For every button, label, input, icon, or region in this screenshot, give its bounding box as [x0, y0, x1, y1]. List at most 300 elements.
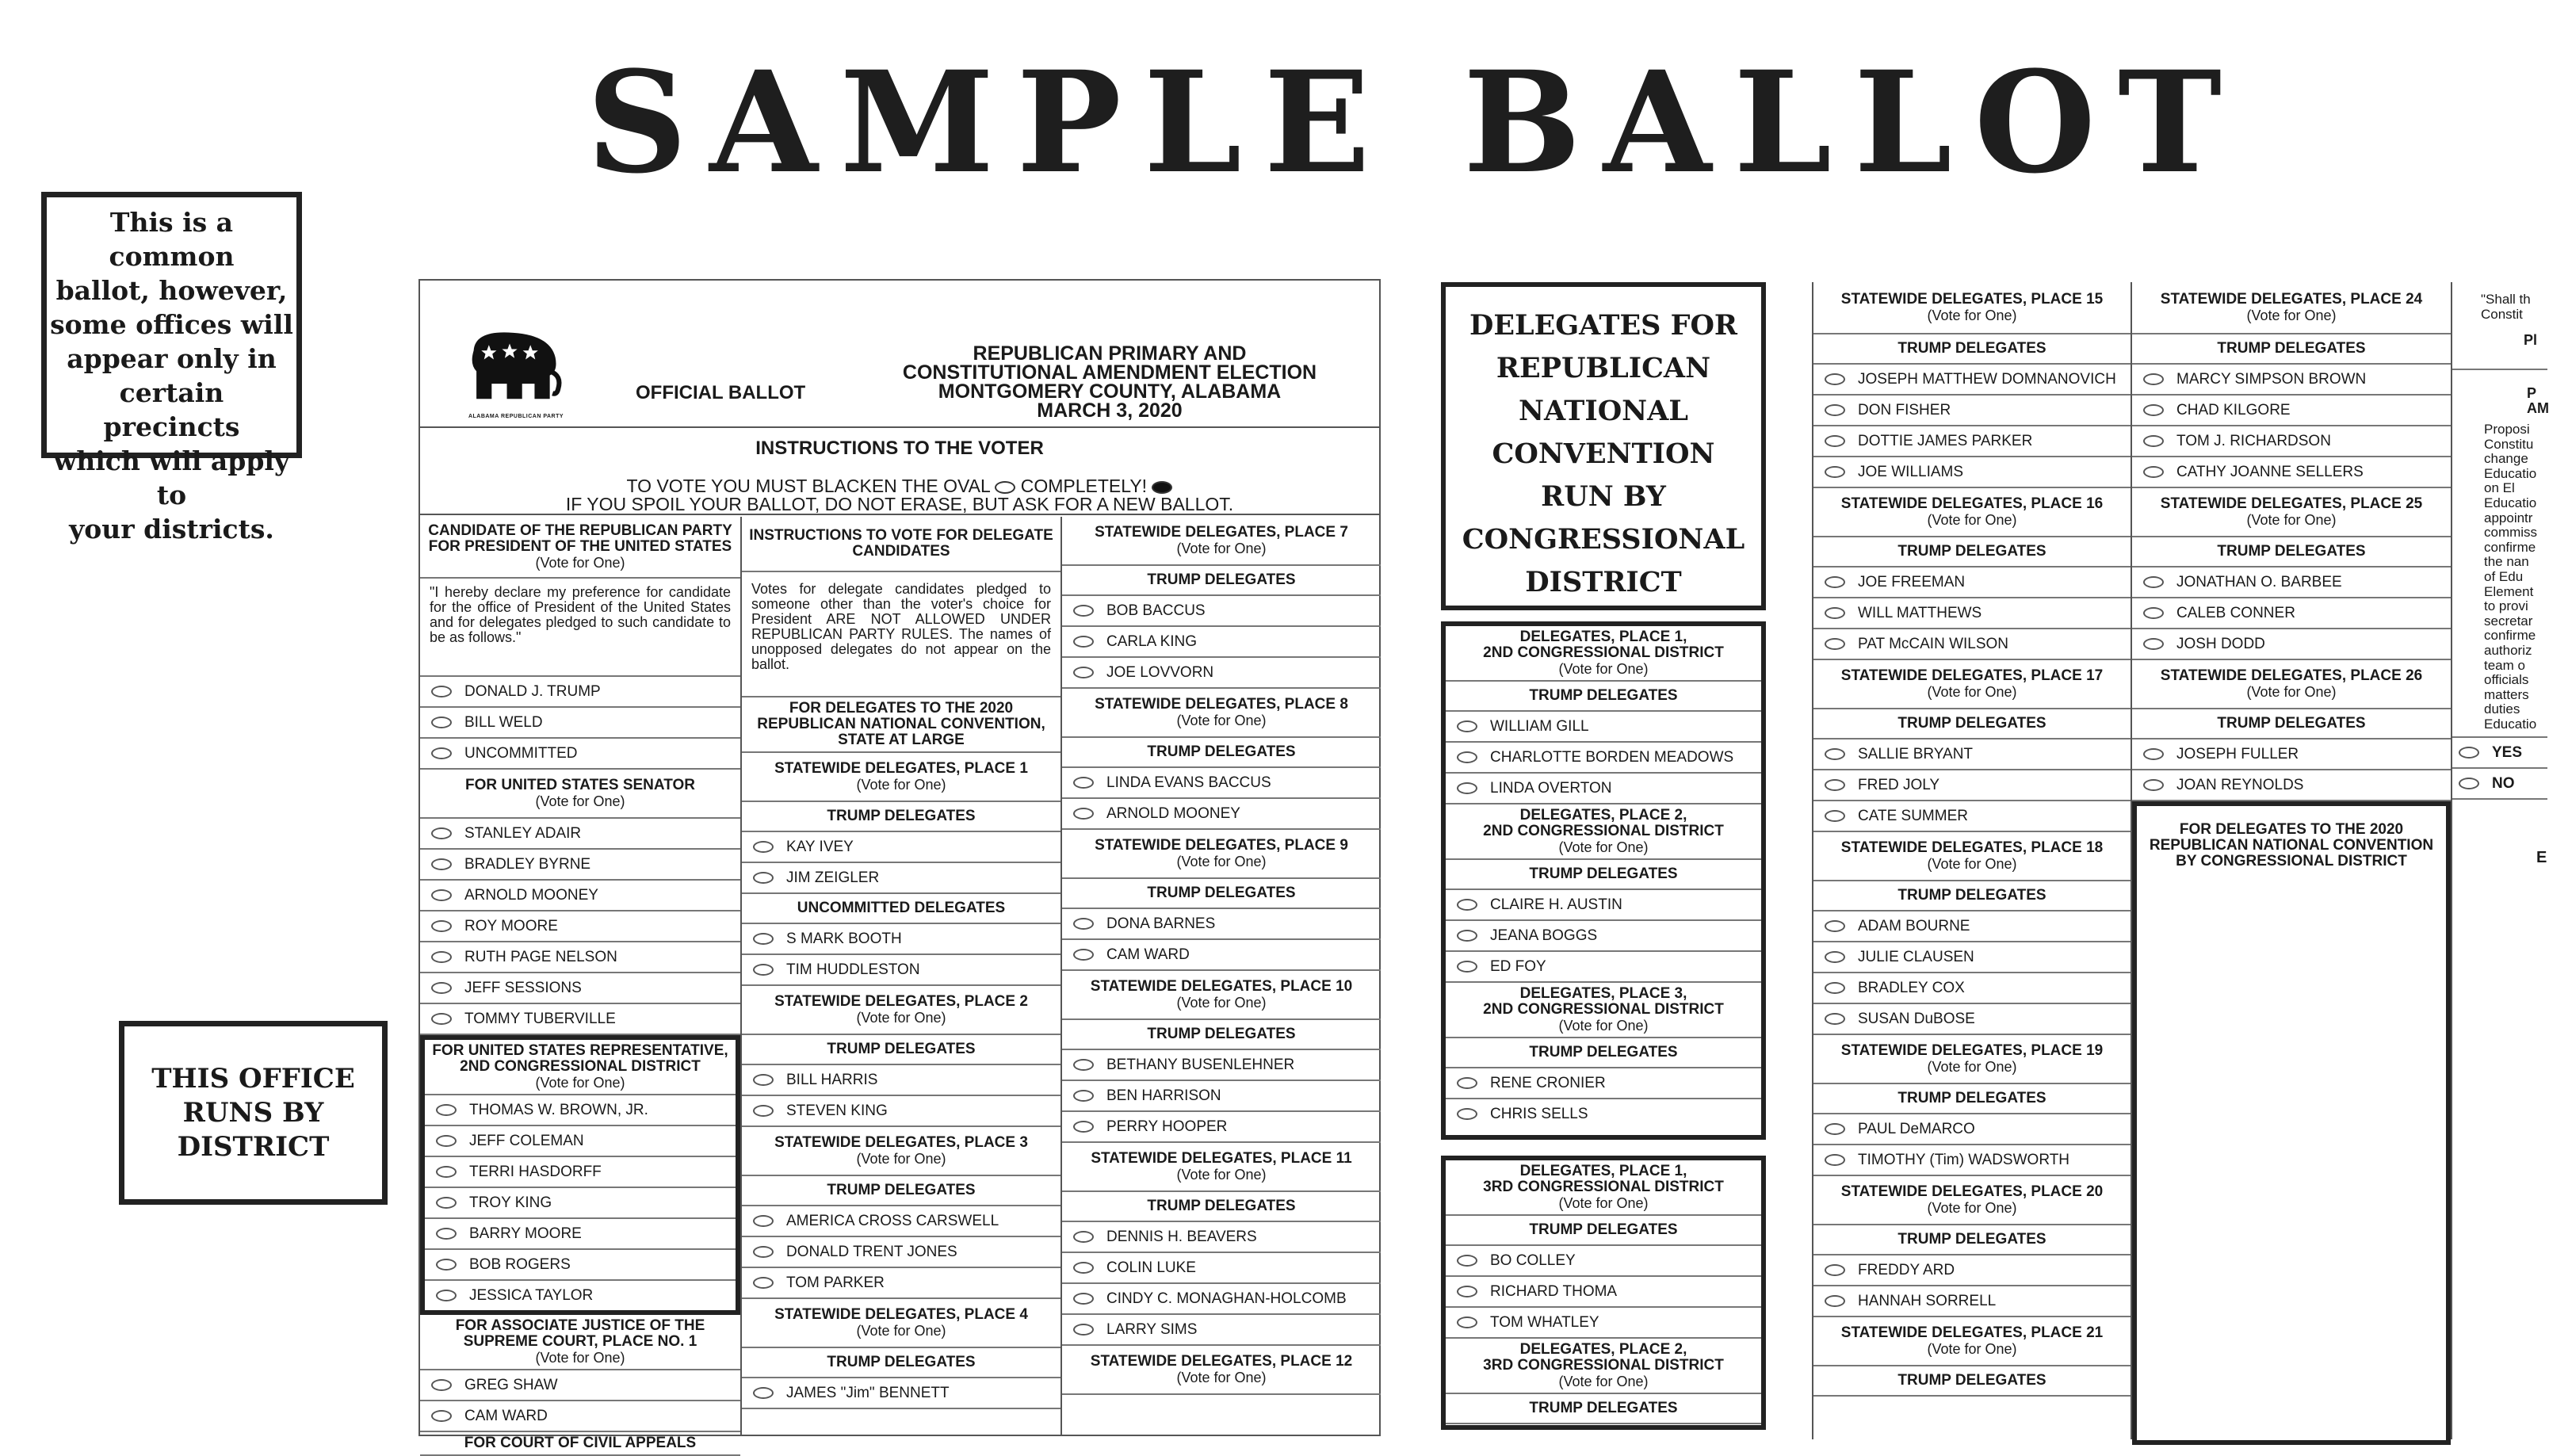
candidate-option[interactable] — [742, 924, 1060, 955]
candidate-name: CHRIS SELLS — [1490, 1105, 1588, 1122]
trump-delegates-header: TRUMP DELEGATES — [1446, 682, 1761, 712]
office-title: STATEWIDE DELEGATES, PLACE 10 — [1090, 978, 1353, 995]
vote-oval-icon[interactable] — [1457, 930, 1477, 942]
vote-for-one: (Vote for One) — [2246, 684, 2337, 700]
candidate-option[interactable] — [1813, 1286, 2131, 1317]
vote-for-one: (Vote for One) — [1927, 856, 2017, 872]
vote-for-one: (Vote for One) — [2246, 308, 2337, 323]
vote-oval-icon[interactable] — [436, 1104, 457, 1116]
vote-oval-icon[interactable] — [1073, 808, 1094, 820]
candidate-name: DONA BARNES — [1106, 915, 1216, 932]
vote-oval-icon[interactable] — [431, 982, 452, 994]
amendment-text: Constit — [2481, 307, 2523, 322]
candidate-option[interactable] — [1062, 768, 1381, 799]
vote-oval-icon[interactable] — [2143, 779, 2164, 791]
candidate-name: THOMAS W. BROWN, JR. — [469, 1101, 648, 1118]
place-header — [2132, 488, 2451, 537]
district-title-line: DELEGATES FOR — [1469, 309, 1738, 342]
trump-delegates-header: TRUMP DELEGATES — [1062, 738, 1381, 768]
place-header — [1446, 804, 1761, 860]
uncommitted-delegates-header: UNCOMMITTED DELEGATES — [742, 894, 1060, 924]
office-title: INSTRUCTIONS TO VOTE FOR DELEGATE — [749, 527, 1053, 544]
vote-oval-icon[interactable] — [436, 1290, 457, 1301]
vote-oval-icon[interactable] — [2459, 778, 2479, 789]
candidate-option[interactable] — [742, 1378, 1060, 1409]
candidate-name: JEANA BOGGS — [1490, 927, 1598, 944]
candidate-option[interactable] — [1813, 629, 2131, 660]
vote-oval-icon[interactable] — [1073, 1293, 1094, 1305]
candidate-option[interactable] — [420, 708, 740, 739]
office-title: DELEGATES, PLACE 1, — [1519, 629, 1687, 645]
congressional-district-office — [2137, 806, 2446, 885]
candidate-name: TIMOTHY (Tim) WADSWORTH — [1858, 1151, 2070, 1168]
vote-oval-icon[interactable] — [1825, 404, 1845, 416]
candidate-option[interactable] — [420, 677, 740, 708]
candidate-name: RENE CRONIER — [1490, 1074, 1606, 1091]
vote-oval-icon[interactable] — [753, 841, 774, 853]
office-title: STATEWIDE DELEGATES, PLACE 8 — [1095, 696, 1348, 713]
empty-oval-icon — [995, 481, 1015, 494]
place-header — [1062, 1346, 1381, 1395]
office-title: STATEWIDE DELEGATES, PLACE 21 — [1840, 1324, 2104, 1341]
candidate-option[interactable] — [1062, 1253, 1381, 1284]
vote-for-one: (Vote for One) — [1558, 839, 1649, 855]
vote-oval-icon[interactable] — [1825, 1154, 1845, 1166]
vote-oval-icon[interactable] — [1073, 667, 1094, 678]
candidate-option[interactable] — [1062, 1112, 1381, 1143]
candidate-option[interactable] — [420, 942, 740, 973]
office-title: DELEGATES, PLACE 2, — [1519, 807, 1687, 824]
house-office — [425, 1040, 736, 1095]
note-line: This is a common — [109, 207, 235, 272]
vote-oval-icon[interactable] — [2143, 638, 2164, 650]
amendment-text: confirme — [2484, 628, 2536, 644]
office-title: DELEGATES, PLACE 2, — [1519, 1341, 1687, 1358]
office-title: FOR COURT OF CIVIL APPEALS — [464, 1435, 697, 1451]
amendment-text: on El — [2484, 480, 2515, 496]
vote-oval-icon[interactable] — [1073, 777, 1094, 789]
trump-delegates-header: TRUMP DELEGATES — [2132, 334, 2451, 365]
candidate-option[interactable] — [1446, 1099, 1761, 1129]
vote-oval-icon[interactable] — [1825, 1295, 1845, 1307]
trump-delegates-header: TRUMP DELEGATES — [742, 1348, 1060, 1378]
candidate-option[interactable] — [1813, 739, 2131, 770]
candidate-name: JOE WILLIAMS — [1858, 463, 1964, 480]
candidate-option[interactable] — [425, 1126, 736, 1157]
vote-oval-icon[interactable] — [753, 872, 774, 884]
candidate-option[interactable] — [1813, 365, 2131, 396]
amendment-text: the nan — [2484, 554, 2529, 570]
vote-oval-icon[interactable] — [431, 686, 452, 697]
vote-oval-icon[interactable] — [1825, 1264, 1845, 1276]
candidate-name: PAT McCAIN WILSON — [1858, 635, 2009, 652]
candidate-option[interactable] — [1062, 1315, 1381, 1346]
vote-oval-icon[interactable] — [1457, 720, 1477, 732]
amendment-text: appointr — [2484, 510, 2533, 525]
vote-oval-icon[interactable] — [1457, 1286, 1477, 1297]
amendment-text: "Shall th — [2481, 292, 2531, 307]
note-line: some offices will — [50, 309, 293, 340]
instruction-text: IF YOU SPOIL YOUR BALLOT, DO NOT ERASE, BUT ASK FOR A NEW BALLOT. — [565, 494, 1234, 514]
yes-option[interactable] — [2452, 736, 2547, 769]
candidate-name: JOSEPH FULLER — [2176, 745, 2299, 762]
vote-oval-icon[interactable] — [2143, 607, 2164, 619]
office-title: STATEWIDE DELEGATES, PLACE 26 — [2160, 667, 2423, 684]
appeals-office — [420, 1432, 740, 1456]
vote-oval-icon[interactable] — [436, 1197, 457, 1209]
office-title: STATEWIDE DELEGATES, PLACE 15 — [1840, 291, 2104, 308]
candidate-option[interactable] — [420, 819, 740, 850]
amendment-text: team o — [2484, 657, 2525, 673]
candidate-option[interactable] — [420, 1004, 740, 1035]
vote-oval-icon[interactable] — [436, 1135, 457, 1147]
candidate-name: SUSAN DuBOSE — [1858, 1010, 1975, 1027]
vote-oval-icon[interactable] — [2143, 748, 2164, 760]
vote-oval-icon[interactable] — [1457, 782, 1477, 794]
place-header — [1813, 488, 2131, 537]
candidate-option[interactable] — [1813, 1114, 2131, 1145]
office-title: STATEWIDE DELEGATES, PLACE 20 — [1840, 1183, 2104, 1200]
candidate-name: TIM HUDDLESTON — [786, 961, 920, 978]
vote-oval-icon[interactable] — [1457, 899, 1477, 911]
candidate-option[interactable] — [2132, 598, 2451, 629]
vote-oval-icon[interactable] — [1073, 1121, 1094, 1133]
trump-delegates-header: TRUMP DELEGATES — [1813, 881, 2131, 911]
place-header — [1813, 832, 2131, 881]
vote-oval-icon[interactable] — [2143, 435, 2164, 447]
candidate-name: JOE LOVVORN — [1106, 663, 1214, 681]
candidate-option[interactable] — [742, 1206, 1060, 1237]
vote-oval-icon[interactable] — [431, 827, 452, 839]
candidate-name: JOE FREEMAN — [1858, 573, 1966, 590]
candidate-option[interactable] — [1446, 1277, 1761, 1308]
vote-oval-icon[interactable] — [1457, 1077, 1477, 1089]
candidate-option[interactable] — [1813, 457, 2131, 488]
vote-for-one: (Vote for One) — [856, 1151, 946, 1167]
candidate-option[interactable] — [1813, 770, 2131, 801]
amendment-text: change — [2484, 451, 2528, 467]
vote-oval-icon[interactable] — [1073, 1262, 1094, 1274]
vote-for-one: (Vote for One) — [1927, 308, 2017, 323]
vote-oval-icon[interactable] — [436, 1228, 457, 1240]
candidate-option[interactable] — [1062, 658, 1381, 689]
candidate-option[interactable] — [1813, 1255, 2131, 1286]
no-option[interactable] — [2452, 769, 2547, 800]
candidate-option[interactable] — [1446, 1246, 1761, 1277]
vote-oval-icon[interactable] — [1073, 1090, 1094, 1102]
option-label: YES — [2492, 743, 2523, 761]
statewide-delegates-column-1 — [1812, 282, 2132, 1439]
vote-for-one: (Vote for One) — [1927, 684, 2017, 700]
delegate-instructions-text: Votes for delegate candidates pledged to someone other than the voter's choice for President ARE NOT ALLOWED UNDER REPUBLICAN PARTY RULES. The names of unopposed delegates do not appear on the ballot. — [742, 572, 1060, 697]
vote-oval-icon[interactable] — [753, 1074, 774, 1086]
vote-oval-icon[interactable] — [1825, 466, 1845, 478]
candidate-name: ARNOLD MOONEY — [1106, 804, 1240, 822]
note-line: DISTRICT — [177, 1131, 330, 1163]
trump-delegates-header: TRUMP DELEGATES — [1446, 1216, 1761, 1246]
candidate-option[interactable] — [2132, 629, 2451, 660]
vote-oval-icon[interactable] — [753, 933, 774, 945]
vote-for-one: (Vote for One) — [1927, 1341, 2017, 1357]
candidate-option[interactable] — [1813, 1004, 2131, 1035]
vote-oval-icon[interactable] — [2143, 466, 2164, 478]
vote-oval-icon[interactable] — [431, 920, 452, 932]
candidate-option[interactable] — [1813, 973, 2131, 1004]
candidate-option[interactable] — [1813, 426, 2131, 457]
office-title: SUPREME COURT, PLACE NO. 1 — [463, 1333, 697, 1350]
candidate-name: CATE SUMMER — [1858, 807, 1968, 824]
candidate-name: BEN HARRISON — [1106, 1087, 1221, 1104]
candidate-name: BOB ROGERS — [469, 1255, 571, 1273]
candidate-option[interactable] — [1446, 743, 1761, 774]
candidate-option[interactable] — [1813, 942, 2131, 973]
candidate-option[interactable] — [425, 1157, 736, 1188]
office-title: 2ND CONGRESSIONAL DISTRICT — [1483, 1001, 1724, 1018]
candidate-option[interactable] — [425, 1188, 736, 1219]
ballot-column-1 — [420, 517, 740, 1451]
vote-oval-icon[interactable] — [1073, 636, 1094, 648]
candidate-option[interactable] — [2132, 365, 2451, 396]
candidate-option[interactable] — [425, 1281, 736, 1310]
candidate-option[interactable] — [1062, 1081, 1381, 1112]
trump-delegates-header: TRUMP DELEGATES — [1446, 1038, 1761, 1068]
amendment-text: P — [2527, 385, 2537, 401]
amendment-heading — [2452, 370, 2547, 416]
candidate-name: LINDA OVERTON — [1490, 779, 1612, 797]
candidate-option[interactable] — [1062, 596, 1381, 627]
candidate-option[interactable] — [2132, 396, 2451, 426]
candidate-option[interactable] — [1813, 911, 2131, 942]
candidate-name: RICHARD THOMA — [1490, 1282, 1618, 1300]
vote-oval-icon[interactable] — [1073, 1324, 1094, 1336]
candidate-option[interactable] — [1062, 940, 1381, 971]
office-title: STATEWIDE DELEGATES, PLACE 7 — [1095, 524, 1348, 541]
candidate-option[interactable] — [420, 1401, 740, 1432]
candidate-option[interactable] — [2132, 739, 2451, 770]
candidate-name: LINDA EVANS BACCUS — [1106, 774, 1271, 791]
district-title-line: REPUBLICAN — [1496, 352, 1711, 384]
candidate-option[interactable] — [2132, 567, 2451, 598]
candidate-option[interactable] — [1813, 396, 2131, 426]
candidate-option[interactable] — [2132, 457, 2451, 488]
office-title: CANDIDATES — [852, 543, 950, 560]
vote-oval-icon[interactable] — [431, 858, 452, 870]
candidate-option[interactable] — [1446, 921, 1761, 952]
candidate-option[interactable] — [1813, 801, 2131, 832]
vote-oval-icon[interactable] — [1825, 779, 1845, 791]
vote-oval-icon[interactable] — [753, 1387, 774, 1399]
candidate-name: CARLA KING — [1106, 632, 1198, 650]
vote-oval-icon[interactable] — [1457, 961, 1477, 973]
vote-oval-icon[interactable] — [753, 964, 774, 976]
office-title: STATEWIDE DELEGATES, PLACE 19 — [1840, 1042, 2104, 1059]
candidate-name: BARRY MOORE — [469, 1225, 582, 1242]
vote-oval-icon[interactable] — [753, 1277, 774, 1289]
candidate-name: ARNOLD MOONEY — [464, 886, 598, 904]
vote-for-one: (Vote for One) — [856, 1323, 946, 1339]
option-label: NO — [2492, 774, 2515, 792]
candidate-option[interactable] — [420, 850, 740, 881]
candidate-option[interactable] — [1062, 1284, 1381, 1315]
vote-oval-icon[interactable] — [1825, 810, 1845, 822]
amendment-text: authoriz — [2484, 642, 2532, 658]
candidate-name: TROY KING — [469, 1194, 552, 1211]
vote-oval-icon[interactable] — [1073, 949, 1094, 961]
vote-oval-icon[interactable] — [1825, 607, 1845, 619]
vote-oval-icon[interactable] — [753, 1215, 774, 1227]
candidate-option[interactable] — [425, 1250, 736, 1281]
office-title: DELEGATES, PLACE 1, — [1519, 1163, 1687, 1179]
candidate-option[interactable] — [2132, 770, 2451, 801]
candidate-option[interactable] — [1813, 567, 2131, 598]
vote-oval-icon[interactable] — [1825, 373, 1845, 385]
candidate-option[interactable] — [420, 739, 740, 770]
candidate-option[interactable] — [420, 973, 740, 1004]
official-ballot — [418, 279, 1381, 1451]
candidate-option[interactable] — [742, 1268, 1060, 1299]
candidate-name: BILL HARRIS — [786, 1071, 878, 1088]
candidate-option[interactable] — [425, 1095, 736, 1126]
candidate-name: GREG SHAW — [464, 1376, 558, 1393]
vote-oval-icon[interactable] — [1457, 1317, 1477, 1328]
vote-oval-icon[interactable] — [753, 1105, 774, 1117]
candidate-option[interactable] — [420, 1370, 740, 1401]
candidate-name: JOAN REYNOLDS — [2176, 776, 2304, 793]
vote-oval-icon[interactable] — [2143, 404, 2164, 416]
candidate-name: JAMES "Jim" BENNETT — [786, 1384, 950, 1401]
candidate-option[interactable] — [1813, 598, 2131, 629]
vote-oval-icon[interactable] — [1073, 605, 1094, 617]
candidate-option[interactable] — [742, 1065, 1060, 1096]
place-header — [1813, 282, 2131, 334]
vote-oval-icon[interactable] — [753, 1246, 774, 1258]
office-title: REPUBLICAN NATIONAL CONVENTION — [2149, 837, 2434, 854]
candidate-name: JULIE CLAUSEN — [1858, 948, 1974, 965]
vote-oval-icon[interactable] — [436, 1259, 457, 1271]
vote-oval-icon[interactable] — [431, 747, 452, 759]
amendment-text: secretar — [2484, 613, 2533, 629]
vote-oval-icon[interactable] — [1825, 435, 1845, 447]
vote-oval-icon[interactable] — [1457, 1255, 1477, 1267]
trump-delegates-header: TRUMP DELEGATES — [1813, 1084, 2131, 1114]
vote-oval-icon[interactable] — [1825, 982, 1845, 994]
candidate-name: JIM ZEIGLER — [786, 869, 880, 886]
district-title-line: RUN BY — [1541, 480, 1666, 513]
office-title: FOR UNITED STATES REPRESENTATIVE, — [432, 1042, 728, 1059]
candidate-option[interactable] — [1062, 1050, 1381, 1081]
vote-oval-icon[interactable] — [1457, 1108, 1477, 1120]
trump-delegates-header: TRUMP DELEGATES — [1062, 879, 1381, 909]
candidate-option[interactable] — [1446, 952, 1761, 983]
vote-oval-icon[interactable] — [2143, 576, 2164, 588]
candidate-option[interactable] — [1446, 774, 1761, 804]
candidate-option[interactable] — [742, 863, 1060, 894]
candidate-option[interactable] — [1446, 890, 1761, 921]
vote-oval-icon[interactable] — [1825, 1123, 1845, 1135]
candidate-name: JONATHAN O. BARBEE — [2176, 573, 2342, 590]
congressional-district-delegates-box — [2132, 801, 2451, 1445]
vote-oval-icon[interactable] — [436, 1166, 457, 1178]
candidate-name: CLAIRE H. AUSTIN — [1490, 896, 1622, 913]
vote-oval-icon[interactable] — [1457, 751, 1477, 763]
candidate-option[interactable] — [425, 1219, 736, 1250]
vote-oval-icon[interactable] — [2459, 747, 2479, 759]
amendment-text: AM — [2527, 400, 2549, 416]
candidate-option[interactable] — [742, 1096, 1060, 1127]
vote-oval-icon[interactable] — [431, 951, 452, 963]
trump-delegates-header: TRUMP DELEGATES — [1813, 1366, 2131, 1397]
candidate-option[interactable] — [420, 911, 740, 942]
candidate-option[interactable] — [1062, 627, 1381, 658]
candidate-option[interactable] — [2132, 426, 2451, 457]
vote-oval-icon[interactable] — [1825, 920, 1845, 932]
vote-oval-icon[interactable] — [1825, 748, 1845, 760]
office-title: CANDIDATE OF THE REPUBLICAN PARTY — [428, 522, 732, 539]
vote-oval-icon[interactable] — [431, 889, 452, 901]
note-line: appear only in — [67, 343, 277, 374]
district-3-delegates-box — [1441, 1156, 1766, 1430]
ballot-column-3 — [1060, 517, 1381, 1436]
vote-oval-icon[interactable] — [431, 1379, 452, 1391]
candidate-name: CAM WARD — [464, 1407, 548, 1424]
candidate-option[interactable] — [1062, 799, 1381, 830]
amendment-text: Pl — [2524, 332, 2538, 348]
candidate-option[interactable] — [1062, 1222, 1381, 1253]
candidate-option[interactable] — [1813, 1145, 2131, 1176]
district-title-line: CONVENTION — [1492, 438, 1715, 470]
candidate-option[interactable] — [742, 1237, 1060, 1268]
candidate-option[interactable] — [1446, 1068, 1761, 1099]
vote-oval-icon[interactable] — [1073, 1231, 1094, 1243]
district-2-delegates-box — [1441, 621, 1766, 1140]
president-declaration: "I hereby declare my preference for candidate for the office of President of the United States and for delegates pledged to such candidate to be as follows." — [420, 579, 740, 677]
vote-oval-icon[interactable] — [1825, 951, 1845, 963]
vote-for-one: (Vote for One) — [1176, 995, 1267, 1011]
candidate-option[interactable] — [742, 955, 1060, 986]
vote-oval-icon[interactable] — [431, 1013, 452, 1025]
candidate-option[interactable] — [1062, 909, 1381, 940]
vote-oval-icon[interactable] — [1825, 638, 1845, 650]
amendment-question — [2452, 282, 2547, 322]
amendment-text: E — [2536, 849, 2547, 867]
candidate-option[interactable] — [1446, 712, 1761, 743]
vote-oval-icon[interactable] — [2143, 373, 2164, 385]
vote-oval-icon[interactable] — [431, 1410, 452, 1422]
candidate-name: S MARK BOOTH — [786, 930, 902, 947]
vote-for-one: (Vote for One) — [856, 1010, 946, 1026]
vote-oval-icon[interactable] — [1825, 576, 1845, 588]
candidate-option[interactable] — [1446, 1308, 1761, 1339]
candidate-option[interactable] — [742, 832, 1060, 863]
trump-delegates-header: TRUMP DELEGATES — [2132, 709, 2451, 739]
vote-oval-icon[interactable] — [431, 717, 452, 728]
house-district-box — [420, 1035, 740, 1315]
candidate-name: JEFF COLEMAN — [469, 1132, 584, 1149]
vote-oval-icon[interactable] — [1825, 1013, 1845, 1025]
candidate-option[interactable] — [420, 881, 740, 911]
vote-for-one: (Vote for One) — [535, 1075, 625, 1091]
candidate-name: TERRI HASDORFF — [469, 1163, 602, 1180]
vote-oval-icon[interactable] — [1073, 918, 1094, 930]
office-title: STATEWIDE DELEGATES, PLACE 12 — [1090, 1353, 1353, 1370]
logo-caption: ALABAMA REPUBLICAN PARTY — [468, 414, 564, 419]
office-title: STATEWIDE DELEGATES, PLACE 11 — [1091, 1150, 1352, 1167]
candidate-name: CHARLOTTE BORDEN MEADOWS — [1490, 748, 1734, 766]
trump-delegates-header: TRUMP DELEGATES — [1446, 860, 1761, 890]
amendment-text: Educatio — [2484, 465, 2537, 481]
vote-oval-icon[interactable] — [1073, 1059, 1094, 1071]
senate-office — [420, 770, 740, 819]
